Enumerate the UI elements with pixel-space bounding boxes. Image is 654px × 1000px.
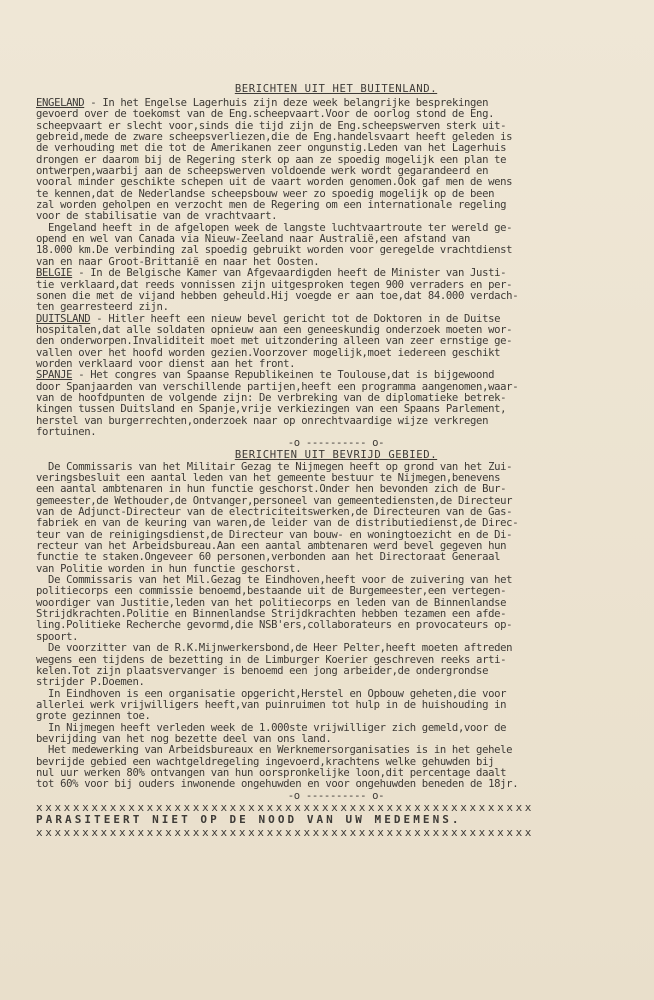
text-line: fabriek en van de keuring van waren,de leider van de distributiedienst,de Direc- xyxy=(36,518,519,530)
text-line: drongen er daarom bij de Regering sterk op aan ze spoedig mogelijk een plan te xyxy=(36,154,507,166)
text-line: opend en wel van Canada via Nieuw-Zeeland naar Australië,een afstand van xyxy=(36,234,471,246)
text-line: de verhouding met die tot de Amerikanen zeer ongunstig.Leden van het Lagerhuis xyxy=(36,143,507,155)
text-line: te kennen,dat de Nederlandse scheepsbouw weer zo spoedig mogelijk op de been xyxy=(36,188,495,200)
text-line: scheepvaart er slecht voor,sinds die tijd zijn de Eng.scheepswerven sterk uit- xyxy=(36,120,507,132)
bulletin-page xyxy=(36,84,636,839)
country-keyword: BELGIË xyxy=(36,268,73,280)
line-text: - Het congres van Spaanse Republikeinen te Toulouse,dat is bijgewoond xyxy=(72,370,495,382)
text-line: voor de stabilisatie van de vrachtvaart. xyxy=(36,211,278,223)
text-line: van de hoofdpunten de volgende zijn: De verbreking van de diplomatieke betrek- xyxy=(36,392,507,404)
text-line: een aantal ambtenaren in hun functie geschorst.Onder hen bevonden zich de Bur- xyxy=(36,484,507,496)
text-line: hospitalen,dat alle soldaten opnieuw aan een geneeskundig onderzoek moeten wor- xyxy=(36,324,513,336)
text-line: gemeester,de Wethouder,de Ontvanger,personeel van gemeentediensten,de Directeur xyxy=(36,495,513,507)
text-line: kingen tussen Duitsland en Spanje,vrije verkiezingen van een Spaans Parlement, xyxy=(36,404,507,416)
text-line: woordiger van Justitie,leden van het politiecorps en leden van de Binnenlandse xyxy=(36,597,507,609)
text-line: functie te staken.Ongeveer 60 personen,verbonden aan het Directoraat Generaal xyxy=(36,552,501,564)
text-line: bevrijding van het nog bezette deel van ons land. xyxy=(36,733,332,745)
text-line: De Commissaris van het Militair Gezag te Nijmegen heeft op grond van het Zui- xyxy=(36,461,513,473)
text-line: ontwerpen,waarbij aan de scheepswerven voldoende werk wordt gegarandeerd en xyxy=(36,166,489,178)
country-keyword: ENGELAND xyxy=(36,98,85,109)
text-line: bevrijde gebied een wachtgeldregeling ingevoerd,krachtens welke gehuwden bij xyxy=(36,756,495,768)
foreign-news-section xyxy=(36,98,636,438)
text-line: recteur van het Arbeidsbureau.Aan een aantal ambtenaren werd bevel gegeven hun xyxy=(36,541,507,553)
text-line: In Nijmegen heeft verleden week de 1.000ste vrijwilliger zich gemeld,voor de xyxy=(36,722,507,734)
text-line: vooral minder geschikte schepen uit de vaart worden genomen.Ook gaf men de wens xyxy=(36,177,513,189)
text-line: De Commissaris van het Mil.Gezag te Eindhoven,heeft voor de zuivering van het xyxy=(36,575,513,587)
text-line: den onderworpen.Invaliditeit moet met uitzondering alleen van zeer ernstige ge- xyxy=(36,336,513,348)
text-line: De voorzitter van de R.K.Mijnwerkersbond,de Heer Pelter,heeft moeten aftreden xyxy=(36,643,513,655)
section-separator: -o ---------- o- xyxy=(287,437,385,450)
text-line: spoort. xyxy=(36,631,79,643)
text-line xyxy=(36,314,636,325)
text-line: Engeland heeft in de afgelopen week de langste luchtvaartroute ter wereld ge- xyxy=(36,222,513,234)
liberated-news-title: BERICHTEN UIT BEVRIJD GEBIED. xyxy=(234,448,438,461)
text-line: gebreid,mede de zware scheepsverliezen,die de Eng.handelsvaart heeft geleden is xyxy=(36,132,513,144)
text-line: door Spanjaarden van verschillende partijen,heeft een programma aangenomen,waar- xyxy=(36,381,519,393)
text-line: van Politie worden in hun functie geschorst. xyxy=(36,563,302,575)
text-line: nul uur werken 80% ontvangen van hun oorspronkelijke loon,dit percentage daalt xyxy=(36,767,507,779)
text-line: van en naar Groot-Brittanië en naar het Oosten. xyxy=(36,256,320,268)
line-text: - Hitler heeft een nieuw bevel gericht tot de Doktoren in de Duitse xyxy=(90,313,501,325)
text-line: grote gezinnen toe. xyxy=(36,711,151,723)
text-line: Het medewerking van Arbeidsbureaux en Werknemersorganisaties is in het gehele xyxy=(36,745,513,757)
liberated-news-section xyxy=(36,462,636,791)
text-line: worden verklaard voor dienst aan het front. xyxy=(36,358,296,370)
slogan: PARASITEERT NIET OP DE NOOD VAN UW MEDEMENS. xyxy=(36,813,462,827)
text-line: wegens een tijdens de bezetting in de Limburger Koerier geschreven reeks arti- xyxy=(36,654,507,666)
text-line: veringsbesluit een aantal leden van het gemeente bestuur te Nijmegen,benevens xyxy=(36,473,501,484)
country-keyword: DUITSLAND xyxy=(36,313,91,325)
text-line: strijder P.Doemen. xyxy=(36,677,145,689)
text-line: tot 60% voor bij ouders inwonende ongehuwden en voor ongehuwden beneden de 18jr. xyxy=(36,779,519,791)
text-line: fortuinen. xyxy=(36,426,97,438)
text-line: kelen.Tot zijn plaatsvervanger is benoemd een jong arbeider,de ondergrondse xyxy=(36,665,489,677)
line-text: - In de Belgische Kamer van Afgevaardigden heeft de Minister van Justi- xyxy=(72,268,507,280)
country-keyword: SPANJE xyxy=(36,370,73,382)
line-text: - In het Engelse Lagerhuis zijn deze week belangrijke besprekingen xyxy=(84,98,489,109)
x-border-bottom: xxxxxxxxxxxxxxxxxxxxxxxxxxxxxxxxxxxxxxxxxxxxxxxxxxxxxx xyxy=(36,825,535,839)
text-line: vallen over het hoofd worden gezien.Voorzover mogelijk,moet iedereen geschikt xyxy=(36,347,501,359)
text-line xyxy=(36,98,636,109)
text-line: tie verklaard,dat reeds vonnissen zijn uitgesproken tegen 900 verraders en per- xyxy=(36,279,513,291)
text-line: teur van de reinigingsdienst,de Directeur van bouw- en woningtoezicht en de Di- xyxy=(36,529,513,541)
text-line: 18.000 km.De verbinding zal spoedig gebruikt worden voor geregelde vrachtdienst xyxy=(36,245,513,257)
text-line: zal worden geholpen en verzocht men de Regering om een internationale regeling xyxy=(36,200,507,212)
text-line: allerlei werk vrijwilligers heeft,van puinruimen tot hulp in de huishouding in xyxy=(36,699,507,711)
text-line xyxy=(36,268,636,279)
text-line: sonen die met de vijand hebben geheuld.Hij voegde er aan toe,dat 84.000 verdach- xyxy=(36,290,519,302)
x-border-top: xxxxxxxxxxxxxxxxxxxxxxxxxxxxxxxxxxxxxxxxxxxxxxxxxxxxxx xyxy=(36,800,535,814)
text-line: In Eindhoven is een organisatie opgericht,Herstel en Opbouw geheten,die voor xyxy=(36,688,507,700)
text-line: gevoerd over de toekomst van de Eng.scheepvaart.Voor de oorlog stond de Eng. xyxy=(36,109,495,121)
section-separator: -o ---------- o- xyxy=(287,789,385,802)
text-line: politiecorps een commissie benoemd,bestaande uit de Burgemeester,een vertegen- xyxy=(36,586,507,598)
text-line: ling.Politieke Recherche gevormd,die NSB'ers,collaborateurs en provocateurs op- xyxy=(36,620,513,632)
text-line: van de Adjunct-Directeur van de electriciteitswerken,de Directeuren van de Gas- xyxy=(36,507,513,519)
text-line xyxy=(36,370,636,381)
text-line: Strijdkrachten.Politie en Binnenlandse Strijdkrachten hebben tezamen een afde- xyxy=(36,609,507,621)
foreign-news-title: BERICHTEN UIT HET BUITENLAND. xyxy=(234,83,438,95)
text-line: herstel van burgerrechten,onderzoek naar op onrechtvaardige wijze verkregen xyxy=(36,415,489,427)
text-line: ten gearresteerd zijn. xyxy=(36,302,169,314)
